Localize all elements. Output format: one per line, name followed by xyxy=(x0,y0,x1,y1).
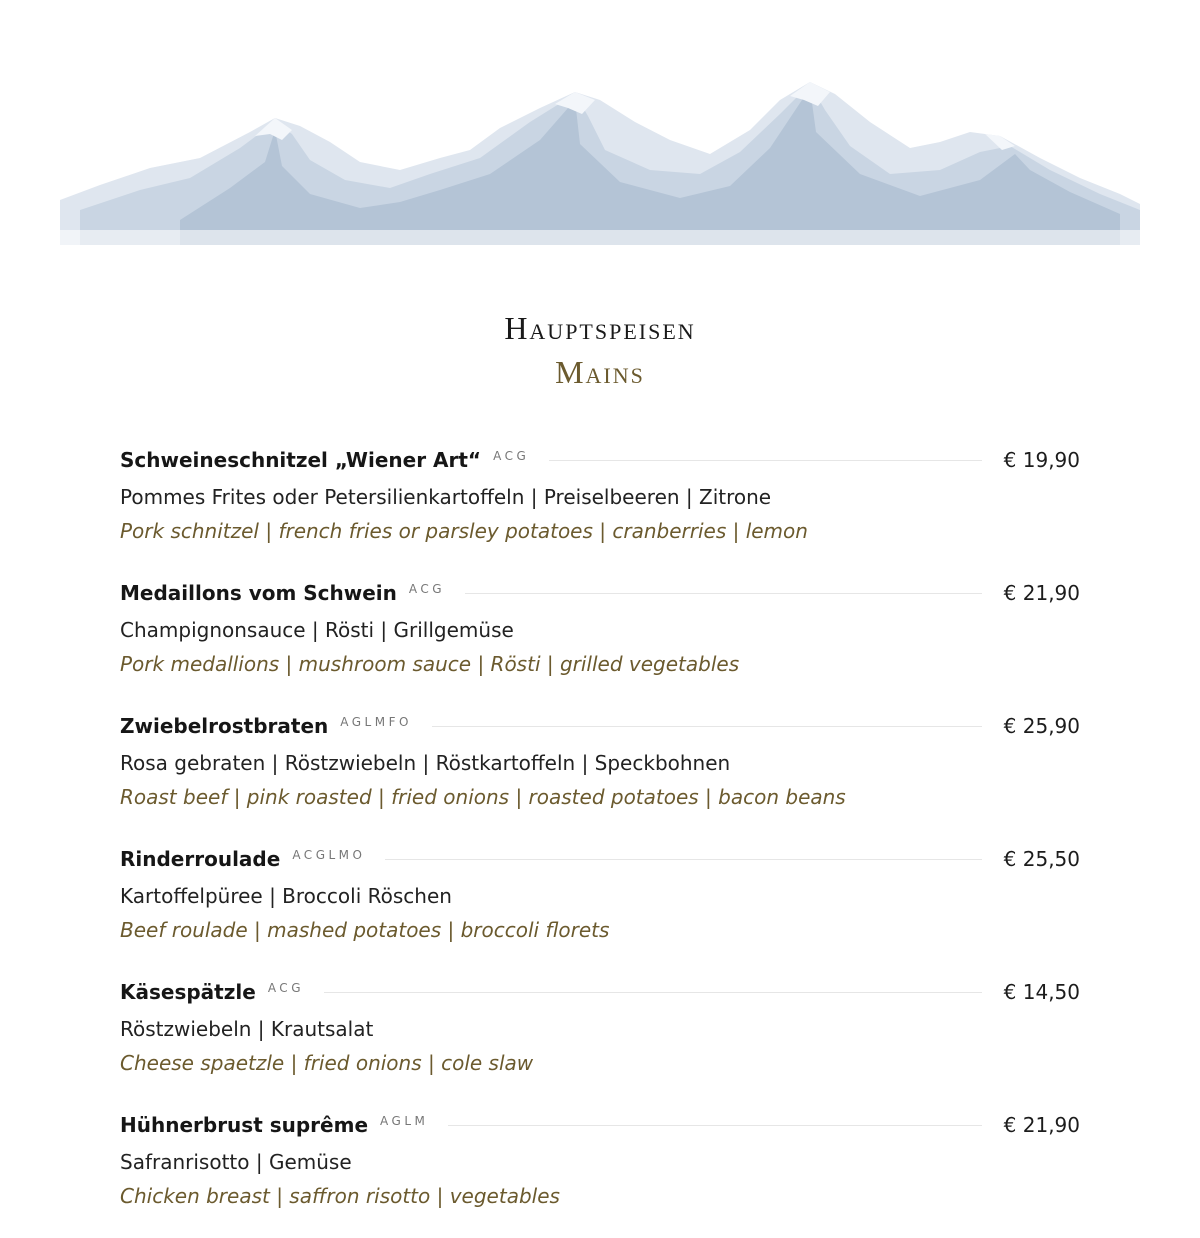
dish-price: € 14,50 xyxy=(1003,980,1080,1004)
dotted-leader xyxy=(448,1125,981,1126)
dotted-leader xyxy=(432,726,982,727)
description-english: Beef roulade | mashed potatoes | broccoli florets xyxy=(120,918,610,942)
description-german: Rosa gebraten | Röstzwiebeln | Röstkartoffeln | Speckbohnen xyxy=(120,751,731,775)
description-german: Röstzwiebeln | Krautsalat xyxy=(120,1017,374,1041)
description-german: Pommes Frites oder Petersilienkartoffeln | Preiselbeeren | Zitrone xyxy=(120,485,772,509)
allergen-codes: AGLM xyxy=(380,1114,429,1128)
dish-name: Schweineschnitzel „Wiener Art“ xyxy=(120,448,482,472)
description-german: Champignonsauce | Rösti | Grillgemüse xyxy=(120,618,514,642)
mountain-illustration xyxy=(60,70,1140,260)
menu-item xyxy=(120,706,1080,839)
description-english: Roast beef | pink roasted | fried onions | roasted potatoes | bacon beans xyxy=(120,785,846,809)
description-english: Chicken breast | saffron risotto | vegetables xyxy=(120,1184,560,1208)
allergen-codes: ACGLMO xyxy=(292,848,366,862)
dish-name: Käsespätzle xyxy=(120,980,256,1004)
allergen-codes: AGLMFO xyxy=(340,715,412,729)
menu-item xyxy=(120,573,1080,706)
dish-name: Medaillons vom Schwein xyxy=(120,581,397,605)
dotted-leader xyxy=(385,859,981,860)
dish-price: € 19,90 xyxy=(1003,448,1080,472)
allergen-codes: ACG xyxy=(267,981,304,995)
dish-name: Zwiebelrostbraten xyxy=(120,714,329,738)
menu-item xyxy=(120,972,1080,1105)
dotted-leader xyxy=(324,992,982,993)
dish-name: Rinderroulade xyxy=(120,847,281,871)
description-german: Kartoffelpüree | Broccoli Röschen xyxy=(120,884,452,908)
dotted-leader xyxy=(549,460,981,461)
menu-items xyxy=(120,440,1080,1238)
dish-price: € 25,90 xyxy=(1003,714,1080,738)
dish-price: € 25,50 xyxy=(1003,847,1080,871)
description-german: Safranrisotto | Gemüse xyxy=(120,1150,352,1174)
menu-item xyxy=(120,1105,1080,1238)
dish-price: € 21,90 xyxy=(1003,581,1080,605)
description-english: Pork schnitzel | french fries or parsley potatoes | cranberries | lemon xyxy=(120,519,808,543)
heading-english: Mains xyxy=(555,354,645,390)
allergen-codes: ACG xyxy=(493,449,530,463)
menu-item xyxy=(120,440,1080,573)
menu-item xyxy=(120,839,1080,972)
dish-name: Hühnerbrust suprême xyxy=(120,1113,369,1137)
dotted-leader xyxy=(465,593,982,594)
heading-german: Hauptspeisen xyxy=(504,310,696,346)
menu-heading xyxy=(0,306,1200,394)
allergen-codes: ACG xyxy=(408,582,446,596)
description-english: Cheese spaetzle | fried onions | cole slaw xyxy=(120,1051,534,1075)
dish-price: € 21,90 xyxy=(1003,1113,1080,1137)
description-english: Pork medallions | mushroom sauce | Rösti | grilled vegetables xyxy=(120,652,740,676)
